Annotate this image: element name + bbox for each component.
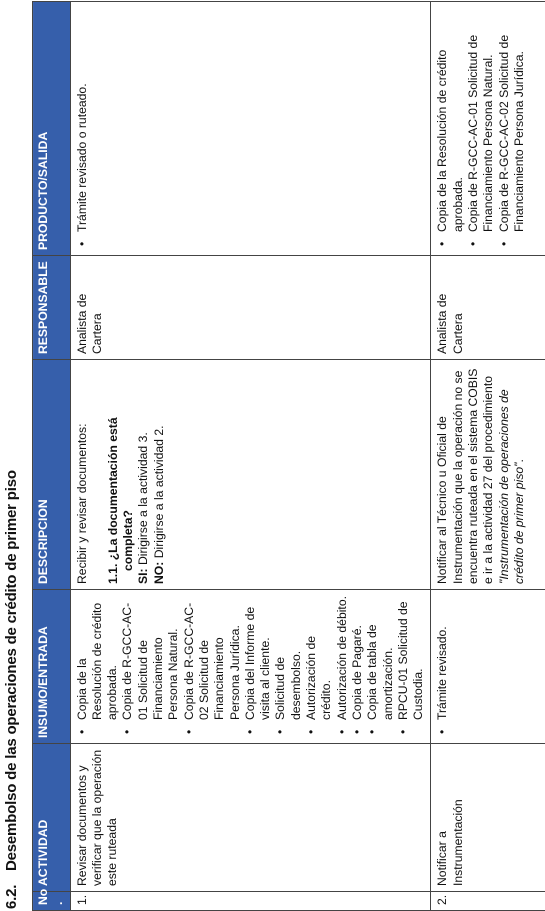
header-no: No . — [33, 892, 71, 911]
bullet-item: • Copia del Informe de visita al cliente. — [243, 595, 274, 720]
output-list — [75, 7, 90, 250]
bullet-item: • Trámite revisado. — [435, 595, 450, 720]
row-number: 2. — [431, 892, 545, 911]
header-actividad: ACTIVIDAD — [33, 744, 71, 892]
output-cell — [431, 2, 545, 256]
bullet-item: • Autorización de crédito. — [304, 595, 335, 720]
header-producto: PRODUCTO/SALIDA — [33, 2, 71, 256]
bullet-item: • Autorización de débito. — [335, 595, 350, 720]
description-reference: "Instrumentación de operaciones de crédito de primer piso" — [496, 389, 526, 584]
si-label: SI: — [136, 568, 151, 584]
description-no — [152, 365, 167, 584]
description-end: . — [511, 459, 526, 463]
no-text: Dirigirse a la actividad 2. — [151, 425, 166, 559]
input-list — [75, 595, 427, 738]
bullet-item: • Copia de R-GCC-AC-01 Solicitud de Financiamiento Persona Natural. — [466, 7, 497, 232]
activity-cell: Notificar a Instrumentación — [431, 744, 545, 892]
section-heading — [3, 470, 27, 909]
input-cell — [70, 590, 431, 744]
description-text — [435, 365, 527, 584]
description-body: Notificar al Técnico u Oficial de Instrumentación que la operación no se encuentra ruteada en el sistema COBIS e ir a la actividad 27 del procedimiento — [435, 368, 496, 584]
procedure-table — [32, 1, 545, 911]
header-insumo: INSUMO/ENTRADA — [33, 590, 71, 744]
bullet-item: • Copia de Pagaré. — [350, 595, 365, 720]
description-cell — [431, 360, 545, 590]
bullet-item: • RPCU-01 Solicitud de Custodia. — [396, 595, 427, 720]
bullet-item: • Copia de R-GCC-AC-01 Solicitud de Financiamiento Persona Natural. — [120, 595, 181, 720]
header-responsable: RESPONSABLE — [33, 256, 71, 360]
si-text: Dirigirse a la actividad 3. — [136, 432, 151, 566]
no-label: NO: — [151, 561, 166, 584]
bullet-item: • Trámite revisado o ruteado. — [75, 7, 90, 232]
row-number: 1. — [70, 892, 431, 911]
bullet-item: • Copia de la Resolución de crédito aprobada. — [75, 595, 121, 720]
bullet-item: • Copia de tabla de amortización. — [365, 595, 396, 720]
description-question: 1.1. ¿La documentación está completa? — [105, 417, 136, 584]
activity-cell: Revisar documentos y verificar que la operación este ruteada — [70, 744, 431, 892]
output-cell — [70, 2, 431, 256]
responsible-cell: Analista de Cartera — [431, 256, 545, 360]
table-row — [431, 2, 545, 911]
description-cell — [70, 360, 431, 590]
section-title: Desembolso de las operaciones de crédito de primer piso — [3, 470, 20, 871]
table-header-row — [33, 2, 71, 911]
header-descripcion: DESCRIPCION — [33, 360, 71, 590]
bullet-item: • Copia de R-GCC-AC-02 Solicitud de Financiamiento Persona Jurídica. — [497, 7, 528, 232]
bullet-item: • Copia de R-GCC-AC-02 Solicitud de Financiamiento Persona Jurídica. — [182, 595, 243, 720]
section-number: 6.2. — [3, 884, 20, 909]
output-list — [435, 7, 527, 250]
description-intro: Recibir y revisar documentos: — [74, 423, 89, 584]
description-si — [136, 365, 151, 584]
bullet-item: • Copia de la Resolución de crédito aprobada. — [435, 7, 466, 232]
table-row — [70, 2, 431, 911]
bullet-item: • Solicitud de desembolso. — [273, 595, 304, 720]
input-list — [435, 595, 450, 738]
input-cell — [431, 590, 545, 744]
responsible-cell: Analista de Cartera — [70, 256, 431, 360]
